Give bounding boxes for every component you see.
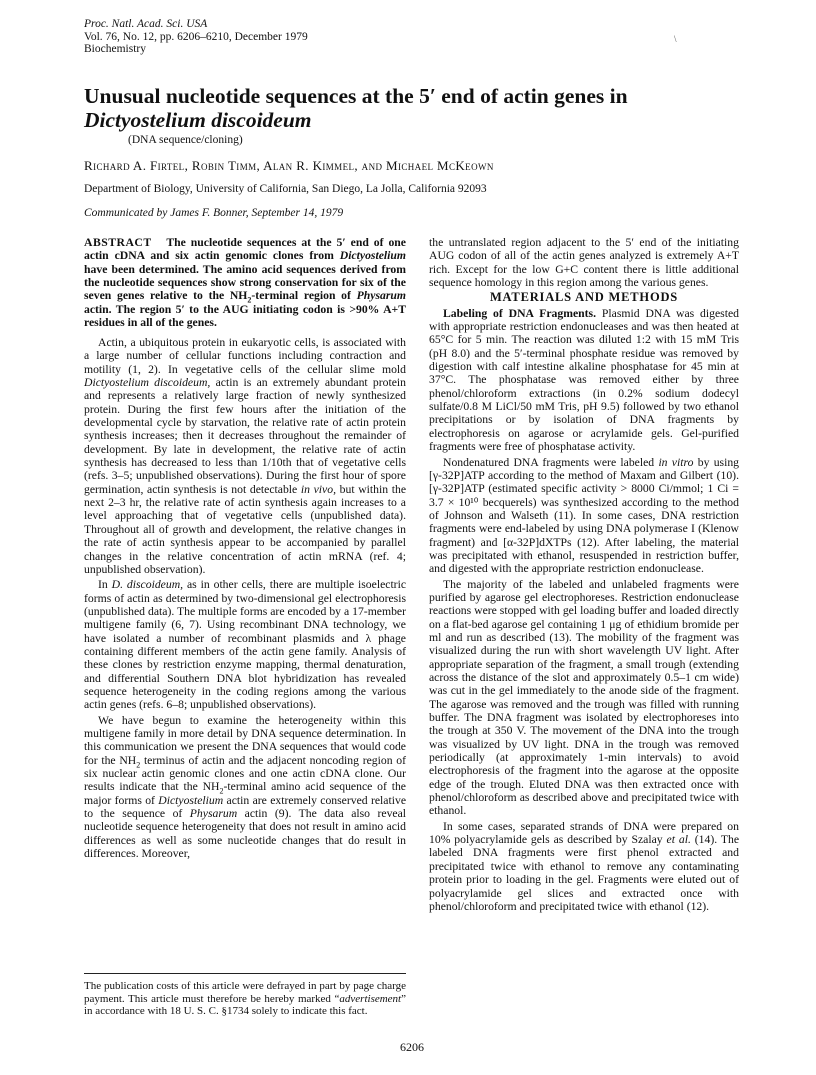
footnote: The publication costs of this article were defrayed in part by page charge payment. This article must therefore be hereby marked “advertisement” in accordance with 18 U. S. C. §1734 solely to indicate this fact. (84, 980, 406, 1017)
section-name: Biochemistry (84, 43, 146, 55)
section-heading: MATERIALS AND METHODS (489, 290, 679, 305)
volume-line: Vol. 76, No. 12, pp. 6206–6210, December 1979 (84, 30, 308, 43)
communicated-by: Communicated by James F. Bonner, September 14, 1979 (84, 207, 344, 219)
footnote-rule (84, 973, 406, 974)
subscript: 2 (247, 295, 252, 305)
abstract-italic: Dictyostelium (339, 249, 406, 263)
abstract (84, 236, 406, 329)
body-paragraph: In D. discoideum, as in other cells, there are multiple isoelectric forms of actin as determined by two-dimensional gel electrophoresis (unpublished data). The multiple forms are encoded by a 17-member multigene family (6, 7). Using recombinant DNA technology, we have isolated a number of recombinant plasmids and λ phage containing different members of the actin gene family. Analysis of these clones by restriction enzyme mapping, thermal denaturation, and differential Southern DNA blot hybridization has revealed sequence heterogeneity in the coding regions among the various actin genes (refs. 6–8; unpublished observations). (84, 578, 407, 712)
article-title (84, 84, 724, 132)
body-paragraph: The majority of the labeled and unlabeled fragments were purified by agarose gel electrophoreses. Restriction endonuclease reactions were stopped with gel loading buffer and loaded directly on a flat-bed agarose gel containing 1 μg of ethidium bromide per ml and run as described (13). The mobility of the fragment was visualized during the run with short wavelength UV light. After appropriate separation of the fragment, a small trough (extending across the distance of the slot and approximately 0.5–1 cm wide) was cut in the gel immediately to the anode side of the fragment. The agarose was removed and the trough was filled with running buffer. The DNA fragment was isolated by electrophoreses into the trough at 350 V. The movement of the DNA into the trough was visualized by UV light. DNA in the trough was removed periodically (at approximately 1-min intervals) to avoid electrophoresis of the fragment into the agarose at the opposite edge of the trough. Eluted DNA was then extracted once with phenol/chloroform as described above and precipitated twice with ethanol. (429, 577, 739, 818)
abstract-text: actin. The region 5′ to the AUG initiating codon is >90% A+T residues in all of the genes. (84, 302, 406, 330)
keywords: (DNA sequence/cloning) (128, 134, 243, 146)
journal-name: Proc. Natl. Acad. Sci. USA (84, 18, 208, 30)
body-paragraph: Actin, a ubiquitous protein in eukaryotic cells, is associated with a large number of cellular functions including contraction and motility (1, 2). In vegetative cells of the cellular slime mold Dictyostelium discoideum, actin is an extremely abundant protein and represents a relatively large fraction of newly synthesized protein. During the first few hours after the initiation of the developmental cycle by starvation, the relative rate of actin protein synthesis increases; then it decreases throughout the remainder of development. By late in development, the relative rate of actin synthesis has decreased to less than 1/10th that of vegetative cells (refs. 3–5; unpublished observations). During the first hour of spore germination, actin synthesis is not detectable in vivo, but within the next 2–3 hr, the relative rate of actin synthesis again increases to a level approaching that of vegetative cells (unpublished data). Throughout all of growth and development, the relative changes in the rate of actin synthesis appear to be accompanied by parallel changes in the relative concentration of actin mRNA (ref. 4; unpublished observation). (84, 336, 407, 576)
abstract-text: have been determined. The amino acid sequences derived from the nucleotide sequences show strong conservation for six of the seven genes relative to the NH (84, 262, 406, 303)
title-species: Dictyostelium discoideum (84, 108, 312, 132)
body-paragraph-continued: the untranslated region adjacent to the 5′ end of the initiating AUG codon of all of the actin genes analyzed is extremely A+T rich. Except for the low G+C content there is little additional sequence homology in this region among the various genes. (429, 236, 739, 290)
left-column-body (84, 336, 406, 862)
journal-header (84, 18, 308, 56)
affiliation: Department of Biology, University of California, San Diego, La Jolla, California 92093 (84, 183, 487, 195)
page-number: 6206 (400, 1040, 424, 1054)
body-paragraph: We have begun to examine the heterogeneity within this multigene family in more detail by DNA sequence determination. In this communication we present the DNA sequences that would code for the $NH_2$ terminus of actin and the adjacent noncoding region of six nuclear actin genomic clones and one actin cDNA clone. Our results indicate that the $NH_2$-terminal amino acid sequence of the major forms of Dictyostelium actin are extremely conserved relative to the sequence of Physarum actin (9). The data also reveal nucleotide sequence heterogeneity that does not result in amino acid differences as well as some nucleotide changes that do result in differences. Moreover, (84, 713, 407, 861)
abstract-italic: Physarum (356, 289, 406, 303)
authors: Richard A. Firtel, Robin Timm, Alan R. Kimmel, and Michael McKeown (84, 158, 494, 173)
corner-mark: \ (674, 34, 677, 44)
title-line-1: Unusual nucleotide sequences at the 5′ end of actin genes in (84, 84, 628, 108)
abstract-label: ABSTRACT (84, 236, 152, 249)
body-paragraph: Nondenatured DNA fragments were labeled in vitro by using [γ-32P]ATP according to the method of Maxam and Gilbert (10). [γ-32P]ATP (estimated specific activity > 8000 Ci/mmol; 1 Ci = 3.7 × 10¹⁰ becquerels) was synthesized according to the method of Johnson and Walseth (11). In some cases, DNA restriction fragments were end-labeled by using DNA polymerase I (Klenow fragment) and [α-32P]dXTPs (12). After labeling, the material was precipitated with ethanol, resuspended in restriction buffer, and digested with the appropriate restriction endonuclease. (429, 455, 740, 576)
body-paragraph: In some cases, separated strands of DNA were prepared on 10% polyacrylamide gels as described by Szalay et al. (14). The labeled DNA fragments were first phenol extracted and precipitated twice with ethanol to remove any contaminating protein prior to loading in the gel. Fragments were eluted out of polyacrylamide gel slices and extracted once with phenol/chloroform and precipitated twice with ethanol (12). (429, 819, 740, 913)
abstract-text: -terminal region of (251, 289, 351, 303)
run-in-heading: Labeling of DNA Fragments. (443, 306, 597, 320)
abstract-text: The nucleotide sequences at the 5′ end of one actin cDNA and six actin genomic clones from (84, 236, 406, 263)
right-column-body (429, 236, 739, 915)
body-paragraph: Labeling of DNA Fragments. Plasmid DNA was digested with appropriate restriction endonucleases and was then heated at 65°C for 5 min. The reaction was diluted 1:2 with 15 mM Tris (pH 8.0) and the 5′-terminal phosphate residue was removed by digestion with calf intestine alkaline phosphatase for 45 min at 37°C. The phosphatase was removed either by three phenol/chloroform extractions (in 0.2% sodium dodecyl sulfate/0.8 M LiCl/50 mM Tris, pH 9.5) followed by two ethanol precipitations or by isolation of DNA fragments by electrophoresis on agarose or acrylamide gels. Gel-purified fragments were free of phosphatase activity. (429, 306, 740, 454)
